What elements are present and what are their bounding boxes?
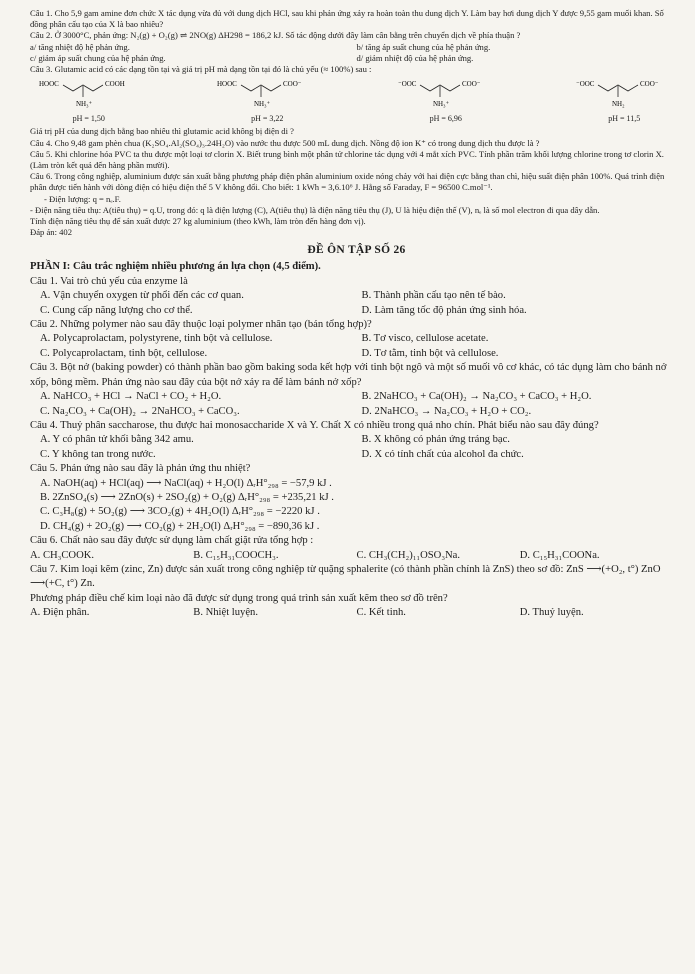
svg-text:COO⁻: COO⁻ <box>461 80 481 89</box>
c3-option-c: C. Na₂CO₃ + Ca(OH)₂ → 2NaHCO₃ + CaCO₃. <box>40 405 240 417</box>
c4-option-a: A. Y có phân tử khối bằng 342 amu. <box>40 434 194 446</box>
structure-diagram-2 <box>217 77 317 111</box>
c3-options <box>30 390 683 419</box>
q1-text: Câu 1. Cho 5,9 gam amine đơn chức X tác dụng vừa đủ với dung dịch HCl, sau khi phản ứng xảy ra hoàn toàn thu dung dịch Y. Làm bay hơi dung dịch Y được 9,55 gam muối khan. Số đồng phân cấu tạo của X là bao nhiêu? <box>30 8 664 30</box>
part1-heading: PHẦN I: Câu trắc nghiệm nhiều phương án lựa chọn (4,5 điểm). <box>30 261 321 273</box>
q3-text: Câu 3. Glutamic acid có các dạng tồn tại và giá trị pH mà dạng tồn tại đó là chủ yếu (≈ 100%) sau : <box>30 64 372 75</box>
q3-question: Giá trị pH của dung dịch bằng bao nhiêu thì glutamic acid không bị điện di ? <box>30 126 294 137</box>
c5-question: Câu 5. Phản ứng nào sau đây là phản ứng thu nhiệt? <box>30 463 251 475</box>
c3-option-b: B. 2NaHCO₃ + Ca(OH)₂ → Na₂CO₃ + CaCO₃ + H₂O. <box>361 391 592 403</box>
c7-option-d: D. Thuỷ luyện. <box>519 607 584 619</box>
c7-question-2: Phương pháp điều chế kim loại nào đã được sử dụng trong quá trình sản xuất kẽm theo sơ đồ trên? <box>30 592 448 604</box>
c5-option-b: B. 2ZnSO₄(s) ⟶ 2ZnO(s) + 2SO₂(g) + O₂(g) ΔᵣH°₂₉₈ = +235,21 kJ . <box>40 491 334 503</box>
c1-options <box>30 289 683 318</box>
structure-diagram-4 <box>574 77 674 111</box>
c4-option-b: B. X không có phản ứng tráng bạc. <box>361 434 510 446</box>
svg-text:NH₃⁺: NH₃⁺ <box>75 100 93 109</box>
c2-options <box>30 332 683 361</box>
glutamic-form-2 <box>208 77 326 124</box>
q6-task: Tính điện năng tiêu thụ để sản xuất được 27 kg aluminium (theo kWh, làm tròn đến hàng đơn vị). <box>30 216 366 227</box>
svg-text:⁻OOC: ⁻OOC <box>576 80 595 89</box>
exam-title: ĐỀ ÔN TẬP SỐ 26 <box>307 244 406 257</box>
svg-text:COOH: COOH <box>104 80 125 89</box>
c6-question: Câu 6. Chất nào sau đây được sử dụng làm chất giặt rửa tổng hợp : <box>30 535 314 547</box>
q6-formula-charge: - Điện lượng: q = nₑ.F. <box>44 193 121 204</box>
ph-label-3: pH = 6,96 <box>429 114 462 124</box>
c3-question: Câu 3. Bột nở (baking powder) có thành phần bao gồm baking soda kết hợp với tinh bột ngô và một số muối vô cơ khác, có tác dụng làm cho bánh nở xốp, bông mềm. Phản ứng nào sau đây của bột nở xảy ra để làm bánh nở xốp? <box>30 362 667 388</box>
q2-text: Câu 2. Ở 3000°C, phản ứng: N₂(g) + O₂(g) ⇌ 2NO(g) ΔH298 = 186,2 kJ. Số tác động dưới đây làm cân bằng trên chuyển dịch về phía thuận ? <box>30 30 521 41</box>
c6-options <box>30 549 683 563</box>
c1-option-b: B. Thành phần cấu tạo nên tế bào. <box>361 290 506 302</box>
c6-option-a: A. CH₃COOK. <box>30 549 95 561</box>
c2-question: Câu 2. Những polymer nào sau đây thuộc loại polymer nhân tạo (bán tổng hợp)? <box>30 319 372 331</box>
c7-options <box>30 606 683 620</box>
c7-option-a: A. Điện phân. <box>30 607 90 619</box>
c1-option-d: D. Làm tăng tốc độ phản ứng sinh hóa. <box>361 304 527 316</box>
q6-formula-energy: - Điện năng tiêu thụ: A(tiêu thụ) = q.U, trong đó: q là điện lượng (C), A(tiêu thụ) là điện năng tiêu thụ (J), U là hiệu điện thế (V), nₑ là số mol electron đi qua dây dẫn. <box>30 204 600 215</box>
q2-option-c: c/ giảm áp suất chung của hệ phản ứng. <box>30 52 166 63</box>
q6-answer: Đáp án: 402 <box>30 227 73 238</box>
c1-question: Câu 1. Vai trò chủ yếu của enzyme là <box>30 275 188 287</box>
svg-text:⁻OOC: ⁻OOC <box>397 80 417 89</box>
svg-text:NH₃⁺: NH₃⁺ <box>432 100 449 109</box>
c6-option-d: D. C₁₅H₃₁COONa. <box>519 549 600 561</box>
exam-26-section <box>30 260 683 620</box>
svg-text:NH₃⁺: NH₃⁺ <box>254 100 271 109</box>
c5-option-d: D. CH₄(g) + 2O₂(g) ⟶ CO₂(g) + 2H₂O(l) ΔᵣH°₂₉₈ = −890,36 kJ . <box>40 520 320 532</box>
c1-option-a: A. Vận chuyển oxygen từ phổi đến các cơ quan. <box>40 290 244 302</box>
c3-option-a: A. NaHCO₃ + HCl → NaCl + CO₂ + H₂O. <box>40 391 222 403</box>
svg-text:COO⁻: COO⁻ <box>283 80 302 89</box>
c2-option-a: A. Polycaprolactam, polystyrene, tinh bột và cellulose. <box>40 333 273 345</box>
q2-option-a: a/ tăng nhiệt độ hệ phản ứng. <box>30 41 130 52</box>
c7-option-c: C. Kết tinh. <box>356 607 406 619</box>
svg-text:HOOC: HOOC <box>217 80 238 89</box>
c1-option-c: C. Cung cấp năng lượng cho cơ thể. <box>40 304 193 316</box>
c4-options <box>30 433 683 462</box>
q2-option-d: d/ giảm nhiệt độ của hệ phản ứng. <box>356 52 474 63</box>
q2-options <box>30 42 683 64</box>
ph-label-4: pH = 11,5 <box>608 114 641 124</box>
glutamic-form-4 <box>565 77 683 124</box>
structure-diagram-1 <box>39 77 139 111</box>
c3-option-d: D. 2NaHCO₃ → Na₂CO₃ + H₂O + CO₂. <box>361 405 532 417</box>
c5-option-a: A. NaOH(aq) + HCl(aq) ⟶ NaCl(aq) + H₂O(l) ΔᵣH°₂₉₈ = −57,9 kJ . <box>40 477 332 489</box>
glutamic-form-1 <box>30 77 148 124</box>
c6-option-c: C. CH₃(CH₂)₁₁OSO₃Na. <box>356 549 461 561</box>
c4-question: Câu 4. Thuỷ phân saccharose, thu được hai monosaccharide X và Y. Chất X có nhiều trong quả nho chín. Phát biểu nào sau đây đúng? <box>30 419 599 431</box>
glutamic-form-3 <box>387 77 505 124</box>
q4-text: Câu 4. Cho 9,48 gam phèn chua (K₂SO₄.Al₂(SO₄)₃.24H₂O) vào nước thu được 500 mL dung dịch. Nồng độ ion K⁺ có trong dung dịch thu được là ? <box>30 137 540 148</box>
ph-label-2: pH = 3,22 <box>251 114 284 124</box>
c7-option-b: B. Nhiệt luyện. <box>193 607 258 619</box>
c4-option-d: D. X có tính chất của alcohol đa chức. <box>361 448 524 460</box>
svg-text:COO⁻: COO⁻ <box>640 80 659 89</box>
ph-label-1: pH = 1,50 <box>72 114 105 124</box>
c2-option-d: D. Tơ tằm, tinh bột và cellulose. <box>361 347 499 359</box>
c2-option-c: C. Polycaprolactam, tinh bột, cellulose. <box>40 347 208 359</box>
q5-text: Câu 5. Khi chlorine hóa PVC ta thu được một loại tơ clorin X. Biết trung bình một phân tử chlorine tác dụng với 4 mắt xích PVC. Tính phần trăm khối lượng chlorine trong tơ clorin X. (Làm tròn kết quả đến hàng phần mười). <box>30 148 664 171</box>
c7-question: Câu 7. Kim loại kẽm (zinc, Zn) được sản xuất trong công nghiệp từ quặng sphalerite (có thành phần chính là ZnS) theo sơ đồ: ZnS ⟶(+O₂, t°) ZnO ⟶(+C, t°) Zn. <box>30 563 661 590</box>
c5-option-c: C. C₃H₈(g) + 5O₂(g) ⟶ 3CO₂(g) + 4H₂O(l) ΔᵣH°₂₉₈ = −2220 kJ . <box>40 506 320 518</box>
previous-exam-section <box>30 8 683 238</box>
c4-option-c: C. Y không tan trong nước. <box>40 448 156 460</box>
q2-option-b: b/ tăng áp suất chung của hệ phản ứng. <box>356 41 491 52</box>
svg-text:HOOC: HOOC <box>38 80 59 89</box>
q6-text: Câu 6. Trong công nghiệp, aluminium được sản xuất bằng phương pháp điện phân aluminium oxide nóng chảy với hai điện cực bằng than chì, hiệu suất điện phân 100%. Quá trình điện phân được tiến hành với dòng điện có hiệu điện thế 5 V không đổi. Cho biết: 1 kWh = 3,6.10⁶ J. Hằng số Faraday, F = 96500 C.mol⁻¹. <box>30 171 665 193</box>
structure-diagram-3 <box>396 77 496 111</box>
svg-text:NH₂: NH₂ <box>612 100 625 109</box>
c6-option-b: B. C₁₅H₃₁COOCH₃. <box>193 549 279 561</box>
c2-option-b: B. Tơ visco, cellulose acetate. <box>361 333 489 345</box>
glutamic-structures <box>30 77 683 124</box>
